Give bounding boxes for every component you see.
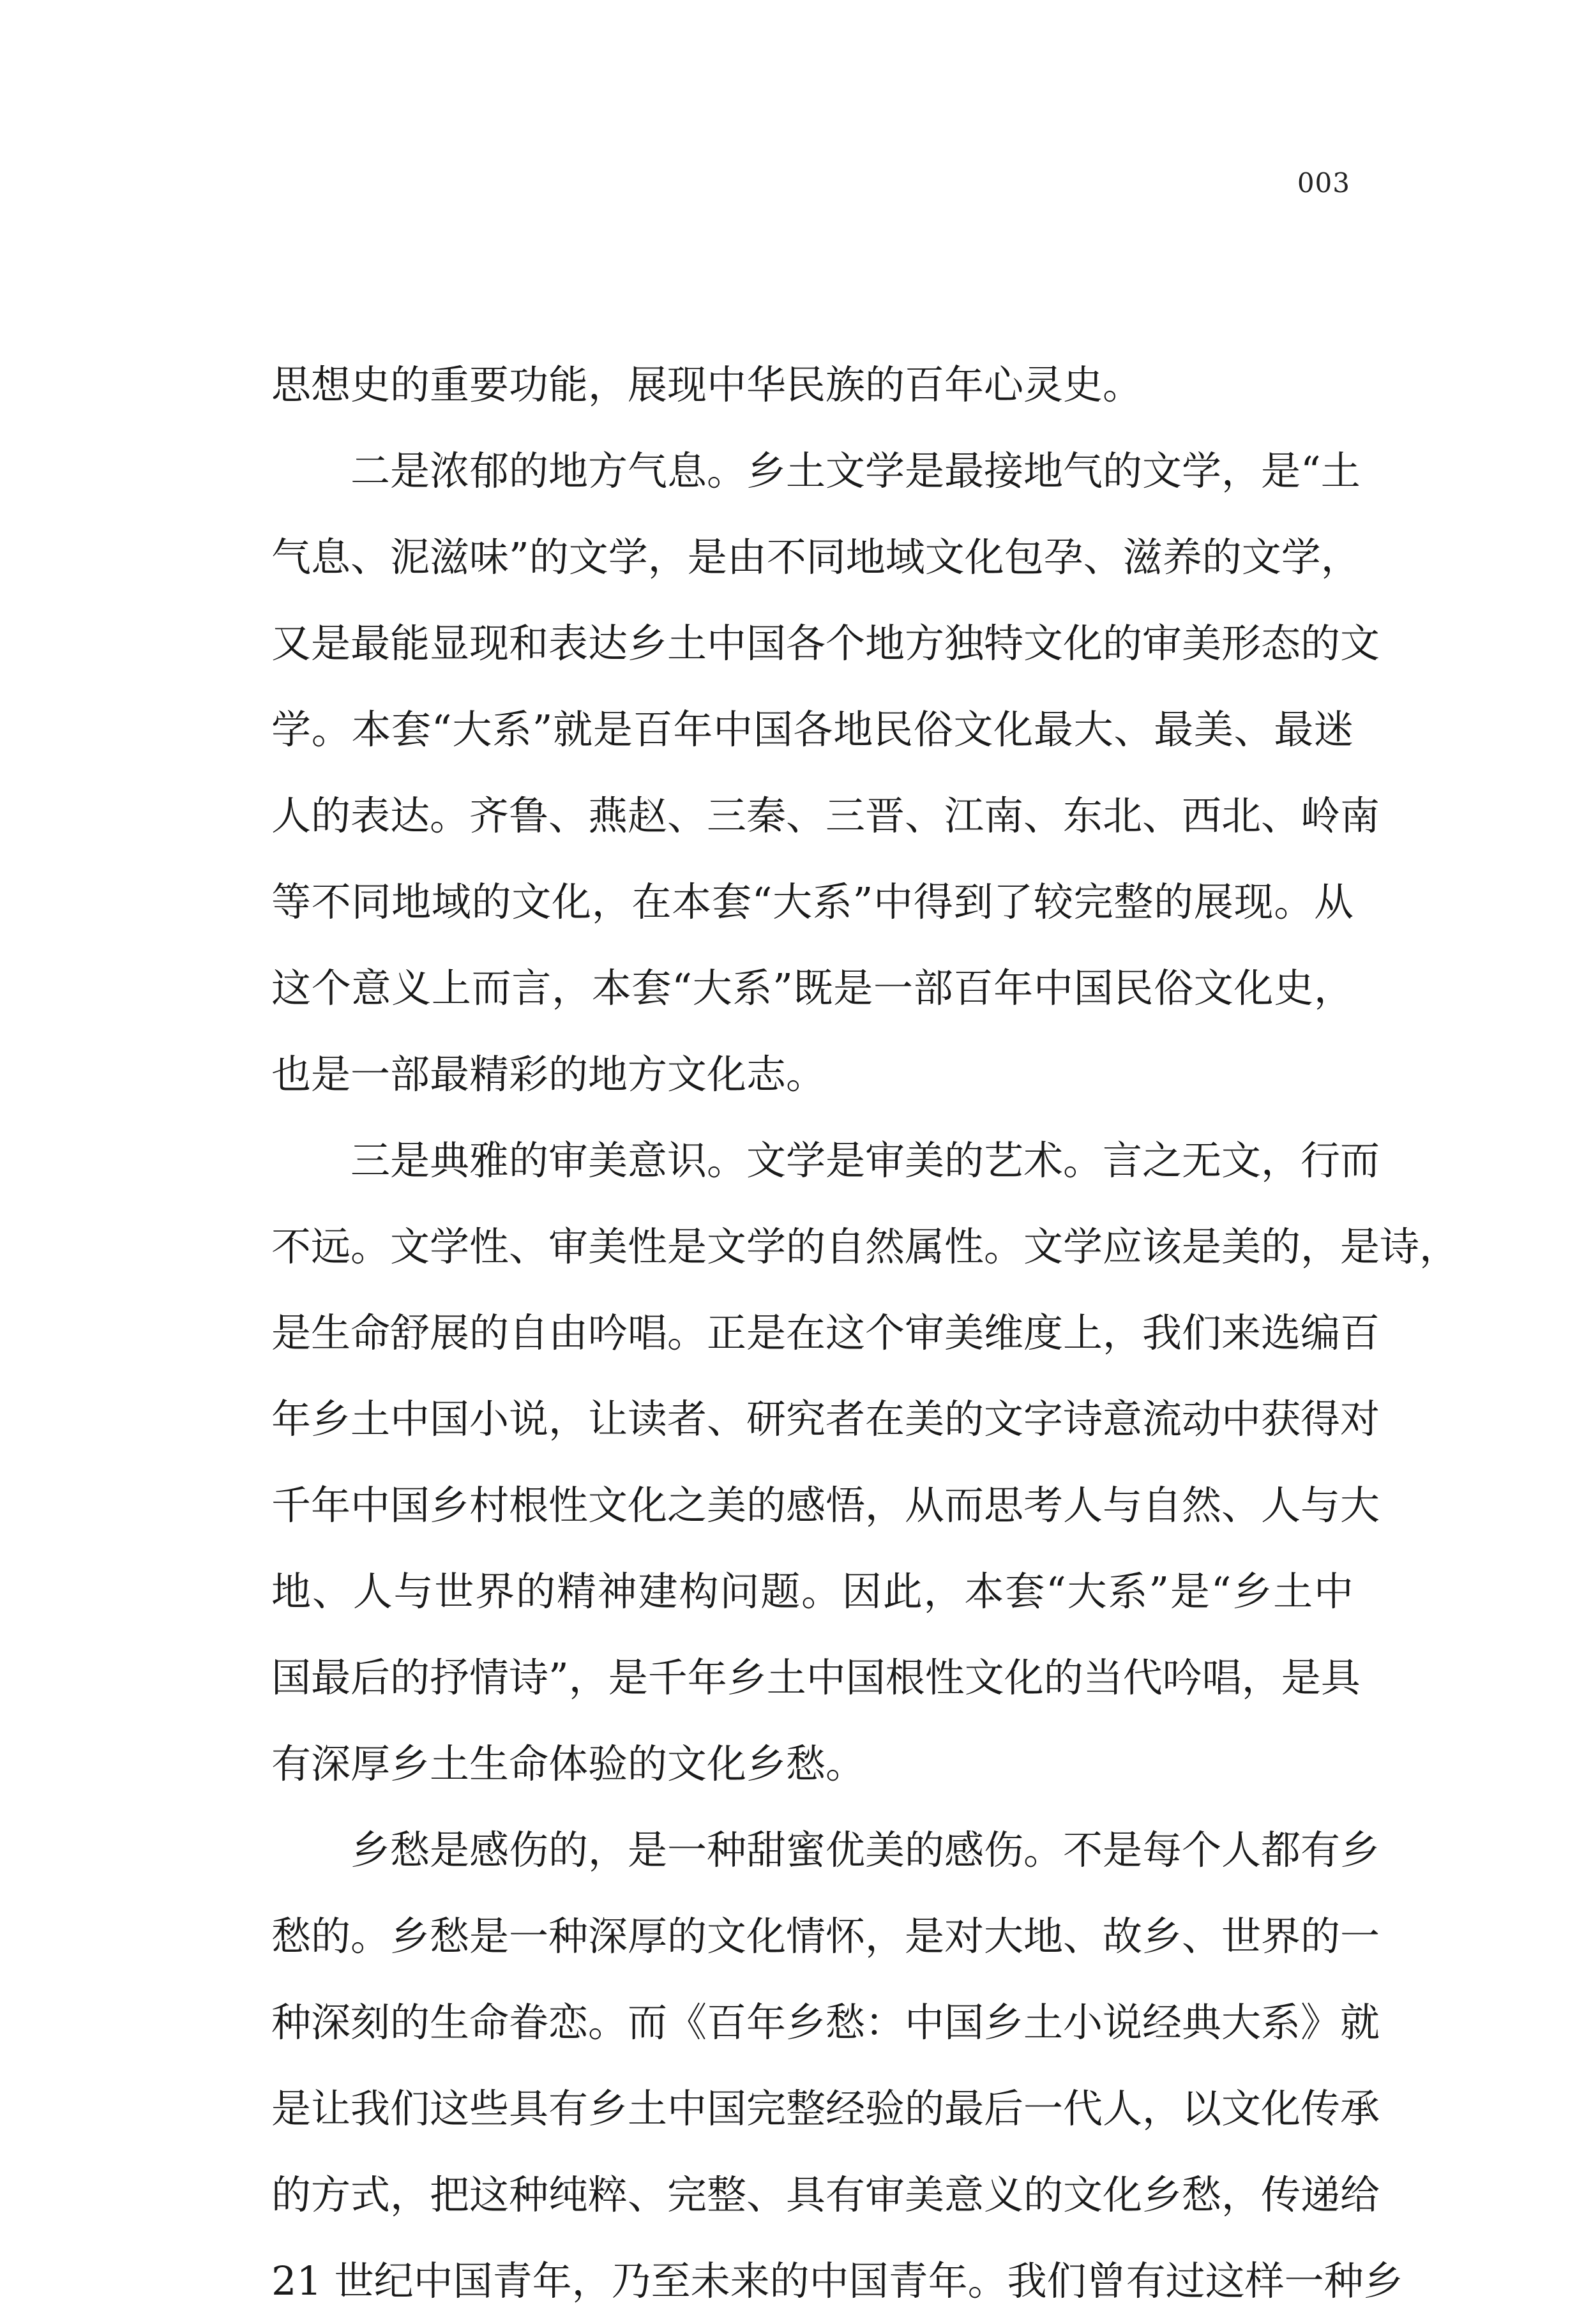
- text-line: 二是浓郁的地方气息。乡土文学是最接地气的文学，是“土: [271, 448, 1361, 494]
- text-line: 有深厚乡土生命体验的文化乡愁。: [271, 1740, 866, 1787]
- text-line: 国最后的抒情诗”，是千年乡土中国根性文化的当代吟唱，是具: [271, 1654, 1361, 1701]
- text-line: 21 世纪中国青年，乃至未来的中国青年。我们曾有过这样一种乡: [271, 2258, 1403, 2304]
- text-line: 人的表达。齐鲁、燕赵、三秦、三晋、江南、东北、西北、岭南: [271, 792, 1380, 839]
- text-line: 乡愁是感伤的，是一种甜蜜优美的感伤。不是每个人都有乡: [271, 1827, 1380, 1873]
- text-line: 思想史的重要功能，展现中华民族的百年心灵史。: [271, 361, 1143, 408]
- text-line: 愁的。乡愁是一种深厚的文化情怀，是对大地、故乡、世界的一: [271, 1913, 1380, 1959]
- text-line: 气息、泥滋味”的文学，是由不同地域文化包孕、滋养的文学，: [271, 534, 1361, 580]
- text-line: 是生命舒展的自由吟唱。正是在这个审美维度上，我们来选编百: [271, 1309, 1380, 1356]
- text-line: 学。本套“大系”就是百年中国各地民俗文化最大、最美、最迷: [271, 706, 1354, 753]
- text-line: 三是典雅的审美意识。文学是审美的艺术。言之无文，行而: [271, 1137, 1380, 1184]
- text-line: 也是一部最精彩的地方文化志。: [271, 1051, 826, 1098]
- text-line: 的方式，把这种纯粹、完整、具有审美意义的文化乡愁，传递给: [271, 2171, 1380, 2218]
- text-line: 这个意义上而言，本套“大系”既是一部百年中国民俗文化史，: [271, 965, 1354, 1011]
- text-line: 年乡土中国小说，让读者、研究者在美的文字诗意流动中获得对: [271, 1396, 1380, 1442]
- text-line: 等不同地域的文化，在本套“大系”中得到了较完整的展现。从: [271, 879, 1354, 925]
- text-line: 是让我们这些具有乡土中国完整经验的最后一代人，以文化传承: [271, 2085, 1380, 2132]
- text-line: 地、人与世界的精神建构问题。因此，本套“大系”是“乡土中: [271, 1568, 1354, 1615]
- text-line: 不远。文学性、审美性是文学的自然属性。文学应该是美的，是诗，: [271, 1223, 1460, 1270]
- text-line: 种深刻的生命眷恋。而《百年乡愁：中国乡土小说经典大系》就: [271, 1999, 1380, 2046]
- body-text: [271, 342, 1460, 2324]
- page-number: 003: [1297, 167, 1350, 199]
- text-line: 又是最能显现和表达乡土中国各个地方独特文化的审美形态的文: [271, 620, 1380, 667]
- text-line: 千年中国乡村根性文化之美的感悟，从而思考人与自然、人与大: [271, 1482, 1380, 1528]
